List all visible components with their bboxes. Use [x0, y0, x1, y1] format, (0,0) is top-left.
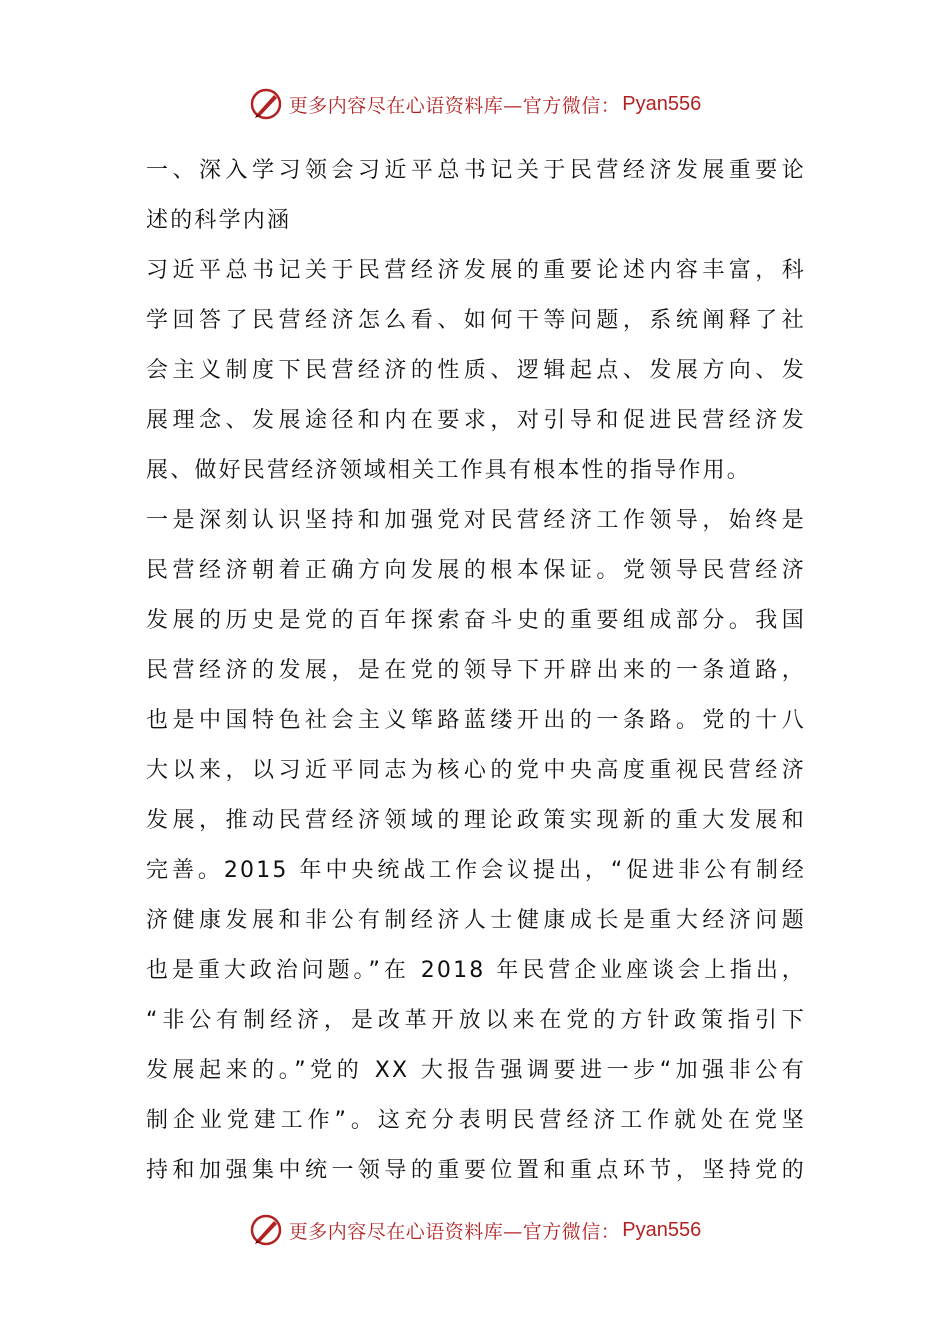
paragraph-line: 会主义制度下民营经济的性质、逻辑起点、发展方向、发	[146, 358, 806, 383]
paragraph-line: 发展起来的。”党的 XX 大报告强调要进一步“加强非公有	[146, 1058, 806, 1083]
header-watermark	[0, 84, 950, 124]
footer-watermark	[0, 1210, 950, 1250]
watermark-text: 更多内容尽在心语资料库—官方微信：	[288, 94, 621, 117]
paragraph-line: “非公有制经济，是改革开放以来在党的方针政策指引下	[146, 1008, 806, 1033]
watermark-text: 更多内容尽在心语资料库—官方微信：	[288, 1220, 621, 1243]
document-body	[146, 146, 806, 1196]
pen-logo-icon	[249, 87, 283, 121]
paragraph-line: 习近平总书记关于民营经济发展的重要论述内容丰富，科	[146, 258, 806, 283]
watermark-wechat-id: Pyan556	[622, 92, 702, 115]
pen-logo-icon	[249, 1213, 283, 1247]
paragraph-line: 也是中国特色社会主义筚路蓝缕开出的一条路。党的十八	[146, 708, 806, 733]
heading-line: 一、深入学习领会习近平总书记关于民营经济发展重要论	[146, 158, 806, 183]
paragraph-line: 展理念、发展途径和内在要求，对引导和促进民营经济发	[146, 408, 806, 433]
paragraph-line: 完善。2015 年中央统战工作会议提出，“促进非公有制经	[146, 858, 806, 883]
paragraph-line: 一是深刻认识坚持和加强党对民营经济工作领导，始终是	[146, 508, 806, 533]
paragraph-line: 持和加强集中统一领导的重要位置和重点环节，坚持党的	[146, 1158, 806, 1183]
paragraph-line: 制企业党建工作”。这充分表明民营经济工作就处在党坚	[146, 1108, 806, 1133]
paragraph-line: 民营经济朝着正确方向发展的根本保证。党领导民营经济	[146, 558, 806, 583]
paragraph-line: 济健康发展和非公有制经济人士健康成长是重大经济问题	[146, 908, 806, 933]
paragraph-line: 学回答了民营经济怎么看、如何干等问题，系统阐释了社	[146, 308, 806, 333]
watermark-wechat-id: Pyan556	[622, 1218, 702, 1241]
paragraph-line: 也是重大政治问题。”在 2018 年民营企业座谈会上指出，	[146, 958, 806, 983]
paragraph-line: 发展，推动民营经济领域的理论政策实现新的重大发展和	[146, 808, 806, 833]
paragraph-line: 大以来，以习近平同志为核心的党中央高度重视民营经济	[146, 758, 806, 783]
paragraph-line: 民营经济的发展，是在党的领导下开辟出来的一条道路，	[146, 658, 806, 683]
heading-line: 述的科学内涵	[146, 208, 292, 233]
paragraph-line: 发展的历史是党的百年探索奋斗史的重要组成部分。我国	[146, 608, 806, 633]
paragraph-line: 展、做好民营经济领域相关工作具有根本性的指导作用。	[146, 458, 752, 483]
